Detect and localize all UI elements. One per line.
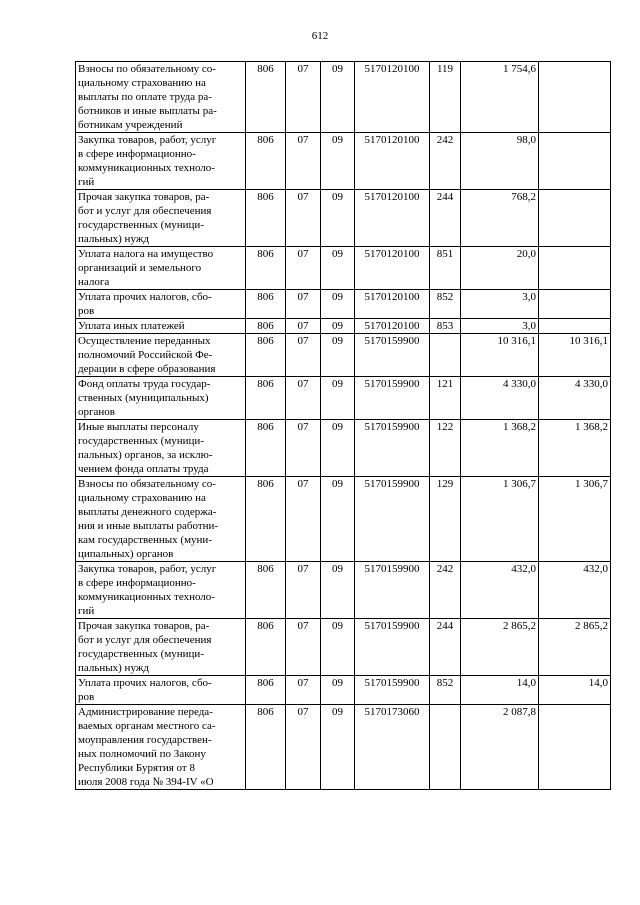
- cell-ministry-code: 806: [246, 290, 286, 319]
- cell-name: Администрирование переда- ваемых органам местного са- моуправления государствен- ных полномочий по Закону Республики Бурятия от 8 июля 2008 года № 394-IV «О: [76, 705, 246, 790]
- cell-expense-type: 242: [430, 133, 461, 190]
- cell-name: Закупка товаров, работ, услуг в сфере информационно- коммуникационных техноло- гий: [76, 133, 246, 190]
- cell-section-code: 07: [286, 62, 321, 133]
- cell-expense-type: [430, 334, 461, 377]
- cell-amount: 14,0: [461, 676, 539, 705]
- cell-amount-2: 432,0: [539, 562, 611, 619]
- cell-section-code: 07: [286, 290, 321, 319]
- cell-subsection-code: 09: [321, 676, 355, 705]
- cell-name: Прочая закупка товаров, ра- бот и услуг для обеспечения государственных (муници- пальных) нужд: [76, 619, 246, 676]
- cell-name: Уплата иных платежей: [76, 319, 246, 334]
- cell-expense-type: 852: [430, 290, 461, 319]
- table-row: [76, 133, 611, 190]
- cell-name: Закупка товаров, работ, услуг в сфере информационно- коммуникационных техноло- гий: [76, 562, 246, 619]
- cell-amount: 3,0: [461, 290, 539, 319]
- cell-amount: 432,0: [461, 562, 539, 619]
- cell-ministry-code: 806: [246, 334, 286, 377]
- cell-section-code: 07: [286, 319, 321, 334]
- cell-ministry-code: 806: [246, 133, 286, 190]
- cell-expense-type: 853: [430, 319, 461, 334]
- cell-section-code: 07: [286, 477, 321, 562]
- table-row: [76, 290, 611, 319]
- cell-target-article: 5170159900: [355, 477, 430, 562]
- cell-target-article: 5170120100: [355, 319, 430, 334]
- cell-expense-type: 244: [430, 619, 461, 676]
- cell-amount-2: 1 306,7: [539, 477, 611, 562]
- cell-target-article: 5170159900: [355, 420, 430, 477]
- cell-target-article: 5170120100: [355, 247, 430, 290]
- cell-ministry-code: 806: [246, 705, 286, 790]
- cell-target-article: 5170120100: [355, 290, 430, 319]
- cell-target-article: 5170120100: [355, 133, 430, 190]
- cell-ministry-code: 806: [246, 420, 286, 477]
- cell-section-code: 07: [286, 676, 321, 705]
- cell-amount-2: [539, 705, 611, 790]
- table-row: [76, 319, 611, 334]
- cell-name: Взносы по обязательному со- циальному страхованию на выплаты денежного содержа- ния и иные выплаты работни- кам государственных (муни- ципальных) органов: [76, 477, 246, 562]
- cell-amount-2: 2 865,2: [539, 619, 611, 676]
- cell-expense-type: 242: [430, 562, 461, 619]
- cell-section-code: 07: [286, 377, 321, 420]
- table-row: [76, 247, 611, 290]
- table-row: [76, 334, 611, 377]
- cell-subsection-code: 09: [321, 62, 355, 133]
- cell-subsection-code: 09: [321, 133, 355, 190]
- cell-name: Уплата налога на имущество организаций и земельного налога: [76, 247, 246, 290]
- cell-amount-2: [539, 62, 611, 133]
- cell-target-article: 5170159900: [355, 334, 430, 377]
- cell-target-article: 5170173060: [355, 705, 430, 790]
- cell-subsection-code: 09: [321, 420, 355, 477]
- cell-name: Иные выплаты персоналу государственных (муници- пальных) органов, за исклю- чением фонда оплаты труда: [76, 420, 246, 477]
- cell-subsection-code: 09: [321, 477, 355, 562]
- cell-name: Фонд оплаты труда государ- ственных (муниципальных) органов: [76, 377, 246, 420]
- cell-amount: 2 087,8: [461, 705, 539, 790]
- cell-expense-type: [430, 705, 461, 790]
- cell-amount: 4 330,0: [461, 377, 539, 420]
- cell-amount: 10 316,1: [461, 334, 539, 377]
- cell-subsection-code: 09: [321, 247, 355, 290]
- table-row: [76, 477, 611, 562]
- table-body: [76, 62, 611, 790]
- cell-name: Уплата прочих налогов, сбо- ров: [76, 290, 246, 319]
- cell-ministry-code: 806: [246, 377, 286, 420]
- cell-target-article: 5170120100: [355, 190, 430, 247]
- cell-subsection-code: 09: [321, 562, 355, 619]
- cell-target-article: 5170120100: [355, 62, 430, 133]
- table-row: [76, 377, 611, 420]
- page-number: 612: [311, 30, 329, 42]
- cell-amount-2: [539, 133, 611, 190]
- cell-section-code: 07: [286, 133, 321, 190]
- cell-amount-2: 14,0: [539, 676, 611, 705]
- cell-expense-type: 129: [430, 477, 461, 562]
- cell-ministry-code: 806: [246, 62, 286, 133]
- table-row: [76, 676, 611, 705]
- cell-expense-type: 122: [430, 420, 461, 477]
- budget-table: [75, 61, 611, 790]
- table-row: [76, 619, 611, 676]
- cell-section-code: 07: [286, 334, 321, 377]
- cell-expense-type: 121: [430, 377, 461, 420]
- cell-ministry-code: 806: [246, 190, 286, 247]
- cell-ministry-code: 806: [246, 676, 286, 705]
- cell-section-code: 07: [286, 619, 321, 676]
- cell-amount: 2 865,2: [461, 619, 539, 676]
- table-row: [76, 562, 611, 619]
- cell-subsection-code: 09: [321, 290, 355, 319]
- cell-name: Прочая закупка товаров, ра- бот и услуг для обеспечения государственных (муници- пальных) нужд: [76, 190, 246, 247]
- cell-subsection-code: 09: [321, 377, 355, 420]
- cell-amount: 1 368,2: [461, 420, 539, 477]
- cell-section-code: 07: [286, 190, 321, 247]
- cell-name: Осуществление переданных полномочий Российской Фе- дерации в сфере образования: [76, 334, 246, 377]
- cell-subsection-code: 09: [321, 190, 355, 247]
- table-row: [76, 705, 611, 790]
- cell-amount: 1 306,7: [461, 477, 539, 562]
- table-row: [76, 190, 611, 247]
- cell-target-article: 5170159900: [355, 377, 430, 420]
- cell-amount: 98,0: [461, 133, 539, 190]
- cell-name: Уплата прочих налогов, сбо- ров: [76, 676, 246, 705]
- cell-section-code: 07: [286, 420, 321, 477]
- table-row: [76, 62, 611, 133]
- cell-amount: 3,0: [461, 319, 539, 334]
- cell-amount-2: [539, 319, 611, 334]
- cell-target-article: 5170159900: [355, 619, 430, 676]
- cell-subsection-code: 09: [321, 319, 355, 334]
- cell-expense-type: 244: [430, 190, 461, 247]
- cell-subsection-code: 09: [321, 334, 355, 377]
- cell-amount-2: [539, 247, 611, 290]
- cell-target-article: 5170159900: [355, 676, 430, 705]
- cell-ministry-code: 806: [246, 247, 286, 290]
- cell-expense-type: 119: [430, 62, 461, 133]
- table-row: [76, 420, 611, 477]
- cell-ministry-code: 806: [246, 562, 286, 619]
- cell-section-code: 07: [286, 705, 321, 790]
- cell-amount-2: 10 316,1: [539, 334, 611, 377]
- cell-ministry-code: 806: [246, 477, 286, 562]
- cell-subsection-code: 09: [321, 705, 355, 790]
- cell-ministry-code: 806: [246, 619, 286, 676]
- cell-section-code: 07: [286, 247, 321, 290]
- cell-subsection-code: 09: [321, 619, 355, 676]
- cell-amount: 20,0: [461, 247, 539, 290]
- cell-amount-2: 4 330,0: [539, 377, 611, 420]
- cell-amount: 1 754,6: [461, 62, 539, 133]
- cell-ministry-code: 806: [246, 319, 286, 334]
- cell-amount-2: 1 368,2: [539, 420, 611, 477]
- cell-expense-type: 852: [430, 676, 461, 705]
- cell-expense-type: 851: [430, 247, 461, 290]
- cell-name: Взносы по обязательному со- циальному страхованию на выплаты по оплате труда ра- ботников и иные выплаты ра- ботникам учреждений: [76, 62, 246, 133]
- cell-target-article: 5170159900: [355, 562, 430, 619]
- cell-amount: 768,2: [461, 190, 539, 247]
- cell-amount-2: [539, 290, 611, 319]
- cell-amount-2: [539, 190, 611, 247]
- cell-section-code: 07: [286, 562, 321, 619]
